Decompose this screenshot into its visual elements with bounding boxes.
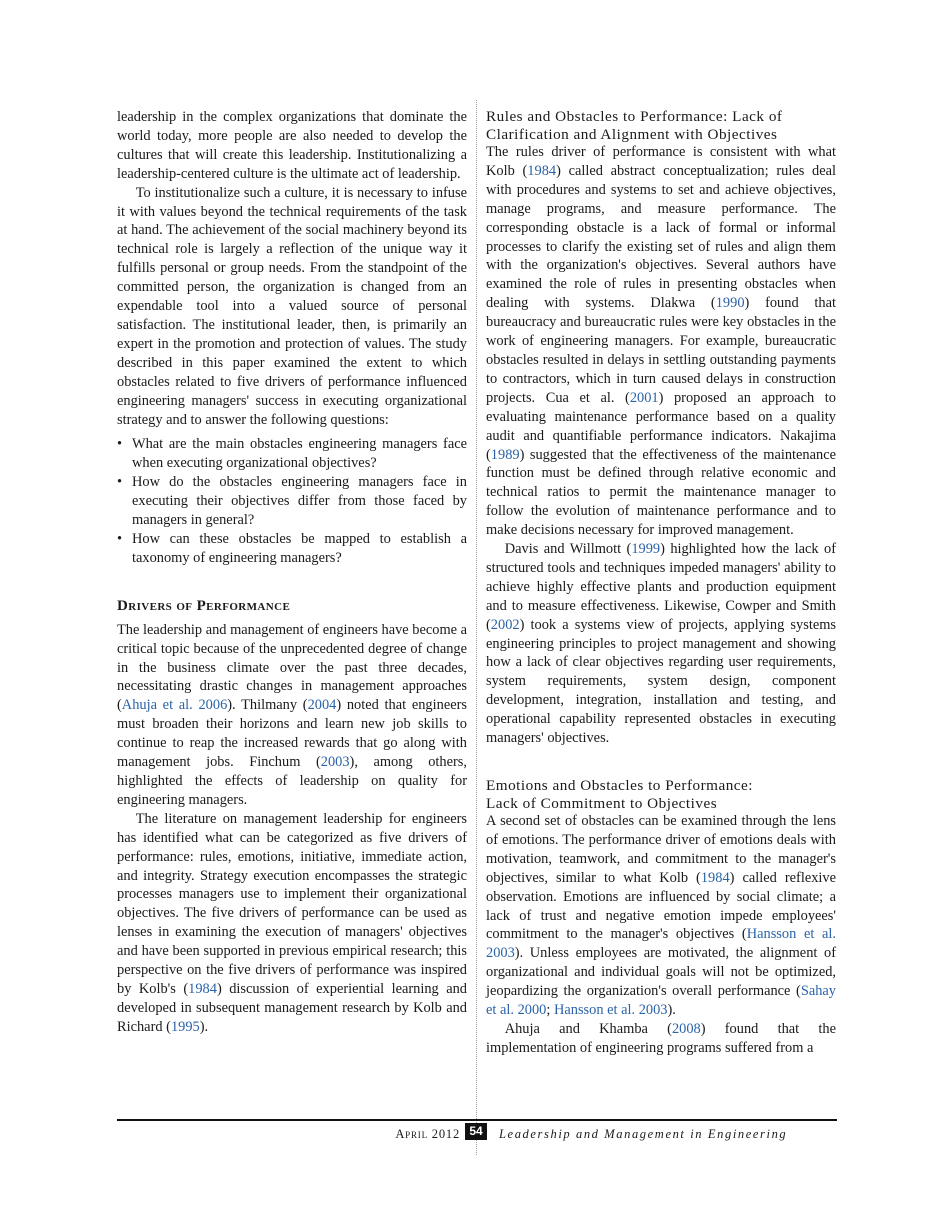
- text-run: ), among others, highlighted the effects of leadership on quality for engineering managers.: [117, 754, 467, 808]
- paragraph-five-drivers: [117, 810, 467, 1037]
- citation-link[interactable]: 1984: [527, 162, 557, 179]
- text-run: ).: [667, 1002, 676, 1019]
- paragraph-leadership-of-engineers: [117, 621, 467, 810]
- citation-link[interactable]: 2002: [490, 616, 520, 633]
- paragraph-rules-driver: [486, 143, 836, 540]
- list-item: • What are the main obstacles engineering managers face when executing organizational objectives?: [117, 435, 467, 473]
- text-run: ) highlighted how the lack of structured tools and techniques impeded managers' ability to achieve highly effective plants and production equipment and to measure effectiveness. Likewise, Cowper and Smith (: [486, 541, 836, 633]
- text-run: ) called reflexive observation. Emotions are influenced by social climate; a lack of trust and negative emotion impede employees' commitment to the manager's objectives (: [486, 869, 836, 943]
- text-run: ) discussion of experiential learning and developed in subsequent management research by Kolb and Richard (: [117, 980, 467, 1035]
- text-run: The literature on management leadership for engineers has identified what can be categorized as five drivers of performance: rules, emotions, initiative, immediate action, and integrity. Strategy execution encompasses the strategic processes managers use to implement their organizational objectives. The five drivers of performance can be used as lenses in examining the execution of managers' objectives and have been supported in previous empirical research; this perspective on the five drivers of performance was inspired by Kolb's (: [117, 810, 467, 997]
- page-number-badge: 54: [465, 1123, 487, 1140]
- list-item: • How can these obstacles be mapped to establish a taxonomy of engineering managers?: [117, 530, 467, 568]
- text-run: ) called abstract conceptualization; rules deal with procedures and systems to set and achieve objectives, manage programs, and measure performance. The corresponding obstacle is a lack of formal or informal processes to clarify the existing set of rules and align them with the organization's objectives. Several authors have examined the role of rules in presenting obstacles when dealing with systems. Dlakwa (: [486, 162, 836, 312]
- citation-link[interactable]: 2001: [629, 389, 659, 406]
- paragraph-continued: leadership in the complex organizations that dominate the world today, more people are also needed to develop the cultures that will create this leadership. Institutionalizing a leadership-centered culture is the ultimate act of leadership.: [117, 109, 467, 182]
- text-run: The leadership and management of engineers have become a critical topic because of the unprecedented degree of change in the business climate over the past three decades, necessitating drastic changes in management approaches (: [117, 621, 468, 714]
- citation-link[interactable]: 2008: [671, 1020, 701, 1037]
- section-heading-drivers: Drivers of Performance: [117, 597, 291, 614]
- text-run: ) suggested that the effectiveness of the maintenance function must be defined through relative economic and technical ratios to permit the maintenance manager to follow the evolution of maintenance performance and to make decisions necessary for improved management.: [486, 446, 836, 539]
- text-run: ) found that bureaucracy and bureaucratic rules were key obstacles in the work of engineering managers. For example, bureaucratic obstacles resulted in delays in settling outstanding payments to contractors, which in turn caused delays in construction projects. Cua et al. (: [486, 295, 836, 406]
- right-column: [486, 108, 836, 1058]
- text-run: ;: [546, 1002, 554, 1019]
- paragraph-structured-tools: [486, 540, 836, 748]
- citation-link[interactable]: 2004: [307, 697, 337, 714]
- subheading-line: Lack of Commitment to Objectives: [486, 794, 718, 812]
- subheading-line: Rules and Obstacles to Performance: Lack of: [486, 108, 783, 125]
- left-column: [117, 108, 467, 1037]
- subheading-rules: [486, 108, 836, 143]
- text-run: ) found that the implementation of engineering programs suffered from a: [486, 1020, 836, 1056]
- column-divider: [476, 100, 477, 1155]
- paragraph-ahuja-khamba: [486, 1020, 836, 1058]
- paragraph-emotions-driver: [486, 812, 836, 1020]
- text-run: ). Thilmany (: [227, 697, 308, 714]
- text-run: A second set of obstacles can be examined through the lens of emotions. The performance driver of emotions deals with motivation, teamwork, and commitment to the manager's objectives, similar to what Kolb (: [486, 813, 836, 886]
- text-run: ). Unless employees are motivated, the alignment of organizational and individual goals will not be optimized, jeopardizing the organization's overall performance (: [486, 945, 836, 1000]
- citation-link[interactable]: 1989: [490, 446, 520, 463]
- text-run: Ahuja and Khamba (: [504, 1020, 672, 1037]
- text-run: Davis and Willmott (: [504, 541, 632, 558]
- text-run: ).: [199, 1018, 209, 1035]
- research-questions-list: [117, 435, 467, 567]
- text-run: The rules driver of performance is consistent with what Kolb (: [486, 144, 836, 179]
- journal-title: Leadership and Management in Engineering: [499, 1127, 788, 1141]
- citation-link[interactable]: 1984: [188, 980, 217, 997]
- citation-link[interactable]: 1990: [715, 295, 745, 312]
- citation-link[interactable]: Sahay et al. 2000: [486, 983, 836, 1019]
- text-run: ) took a systems view of projects, applying systems engineering principles to project management and showing how a lack of clear objectives regarding user requirements, system requirements, system design, component development, integration, installation and testing, and operational capability represented obstacles in executing managers' objectives.: [486, 616, 836, 747]
- citation-link[interactable]: 2003: [320, 754, 350, 771]
- citation-link[interactable]: 1984: [700, 869, 730, 886]
- citation-link[interactable]: Hansson et al. 2003: [553, 1002, 668, 1019]
- footer-rule: [117, 1119, 837, 1121]
- paragraph-institutionalize: To institutionalize such a culture, it is necessary to infuse it with values beyond the technical requirements of the task at hand. The achievement of the social machinery beyond its technical role is largely a reflection of the unique way it fulfills personal or group needs. From the standpoint of the committed person, the organization is changed from an expendable tool into a valued source of personal satisfaction. The institutional leader, then, is primarily an expert in the promotion and protection of values. The study described in this paper examined the extent to which obstacles related to five drivers of performance influenced engineering managers' success in executing organizational strategy and to answer the following questions:: [117, 184, 467, 428]
- subheading-line: Emotions and Obstacles to Performance:: [486, 777, 753, 794]
- footer-date: April 2012: [395, 1127, 460, 1141]
- subheading-line: Clarification and Alignment with Objectives: [486, 125, 778, 143]
- text-run: ) noted that engineers must broaden their horizons and learn new job skills to continue to reap the increased rewards that go along with management jobs. Finchum (: [117, 697, 467, 771]
- citation-link[interactable]: Hansson et al. 2003: [486, 926, 836, 962]
- citation-link[interactable]: 1995: [170, 1018, 200, 1035]
- text-run: ) proposed an approach to evaluating maintenance performance based on a quality audit and quantifiable performance indicators. Nakajima (: [486, 389, 836, 463]
- list-item: • How do the obstacles engineering managers face in executing their objectives differ from those faced by managers in general?: [117, 473, 467, 530]
- subheading-emotions: [486, 777, 836, 812]
- citation-link[interactable]: 1999: [631, 541, 661, 558]
- citation-link[interactable]: Ahuja et al. 2006: [121, 697, 228, 714]
